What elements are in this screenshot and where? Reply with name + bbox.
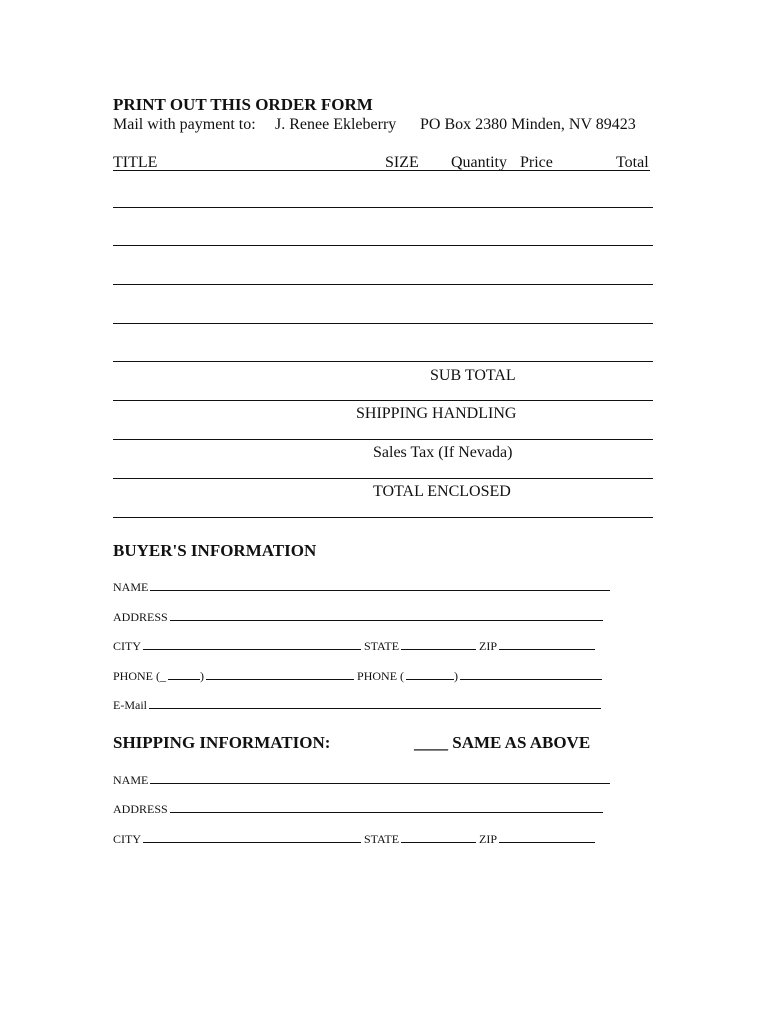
subtotal-line[interactable] — [113, 400, 653, 401]
shipping-address-label: ADDRESS — [113, 802, 168, 816]
shipping-name-row — [113, 773, 610, 788]
shipping-state-field[interactable] — [401, 832, 476, 843]
column-size: SIZE — [385, 154, 419, 171]
buyer-area-code2-field[interactable] — [406, 669, 454, 680]
buyer-zip-label: ZIP — [479, 639, 498, 653]
order-table-header — [113, 154, 650, 172]
sales-tax-label: Sales Tax (If Nevada) — [373, 444, 513, 461]
buyer-state-field[interactable] — [401, 639, 476, 650]
column-title: TITLE — [113, 154, 158, 171]
buyer-name-label: NAME — [113, 580, 149, 594]
buyer-zip-field[interactable] — [499, 639, 595, 650]
mail-to-label: Mail with payment to: — [113, 116, 256, 133]
buyer-email-field[interactable] — [149, 698, 601, 709]
buyer-phone2-close-paren: ) — [454, 669, 459, 683]
buyer-name-field[interactable] — [150, 580, 610, 591]
shipping-zip-field[interactable] — [499, 832, 595, 843]
order-line-2[interactable] — [113, 245, 653, 246]
buyer-address-row — [113, 610, 603, 625]
shipping-name-field[interactable] — [150, 773, 610, 784]
buyer-state-label: STATE — [364, 639, 400, 653]
column-quantity: Quantity — [451, 154, 507, 171]
buyer-phone-open-paren: (_ — [156, 669, 167, 683]
recipient-name: J. Renee Ekleberry — [275, 116, 397, 133]
buyer-phone2-label: PHONE — [357, 669, 398, 683]
same-as-above-option[interactable]: ____ SAME AS ABOVE — [414, 733, 591, 752]
shipping-address-field[interactable] — [170, 802, 603, 813]
shipping-city-field[interactable] — [143, 832, 361, 843]
header-underline — [113, 170, 650, 171]
buyer-email-row — [113, 698, 601, 713]
buyer-phone2-field[interactable] — [460, 669, 602, 680]
buyer-address-label: ADDRESS — [113, 610, 168, 624]
subtotal-label: SUB TOTAL — [430, 367, 516, 384]
shipping-state-label: STATE — [364, 832, 400, 846]
order-line-5[interactable] — [113, 361, 653, 362]
buyer-phone-label: PHONE — [113, 669, 154, 683]
shipping-city-label: CITY — [113, 832, 141, 846]
buyer-phone-field[interactable] — [206, 669, 354, 680]
shipping-info-heading: SHIPPING INFORMATION: — [113, 733, 331, 752]
order-line-4[interactable] — [113, 323, 653, 324]
buyer-phone-row — [113, 669, 602, 684]
page-title: PRINT OUT THIS ORDER FORM — [113, 95, 373, 114]
buyer-phone-close-paren: ) — [200, 669, 205, 683]
buyer-area-code-field[interactable] — [168, 669, 200, 680]
buyer-phone2-open-paren: ( — [400, 669, 405, 683]
buyer-info-heading: BUYER'S INFORMATION — [113, 541, 317, 560]
total-enclosed-line[interactable] — [113, 517, 653, 518]
buyer-city-field[interactable] — [143, 639, 361, 650]
column-price: Price — [520, 154, 553, 171]
shipping-handling-label: SHIPPING HANDLING — [356, 405, 517, 422]
shipping-address-row — [113, 802, 603, 817]
shipping-zip-label: ZIP — [479, 832, 498, 846]
order-line-1[interactable] — [113, 207, 653, 208]
buyer-city-row — [113, 639, 595, 654]
mailing-address: PO Box 2380 Minden, NV 89423 — [420, 116, 636, 133]
buyer-email-label: E-Mail — [113, 698, 147, 712]
buyer-city-label: CITY — [113, 639, 141, 653]
column-total: Total — [616, 154, 649, 171]
buyer-address-field[interactable] — [170, 610, 603, 621]
shipping-handling-line[interactable] — [113, 439, 653, 440]
shipping-name-label: NAME — [113, 773, 149, 787]
buyer-name-row — [113, 580, 610, 595]
shipping-city-row — [113, 832, 595, 847]
total-enclosed-label: TOTAL ENCLOSED — [373, 483, 511, 500]
sales-tax-line[interactable] — [113, 478, 653, 479]
order-line-3[interactable] — [113, 284, 653, 285]
